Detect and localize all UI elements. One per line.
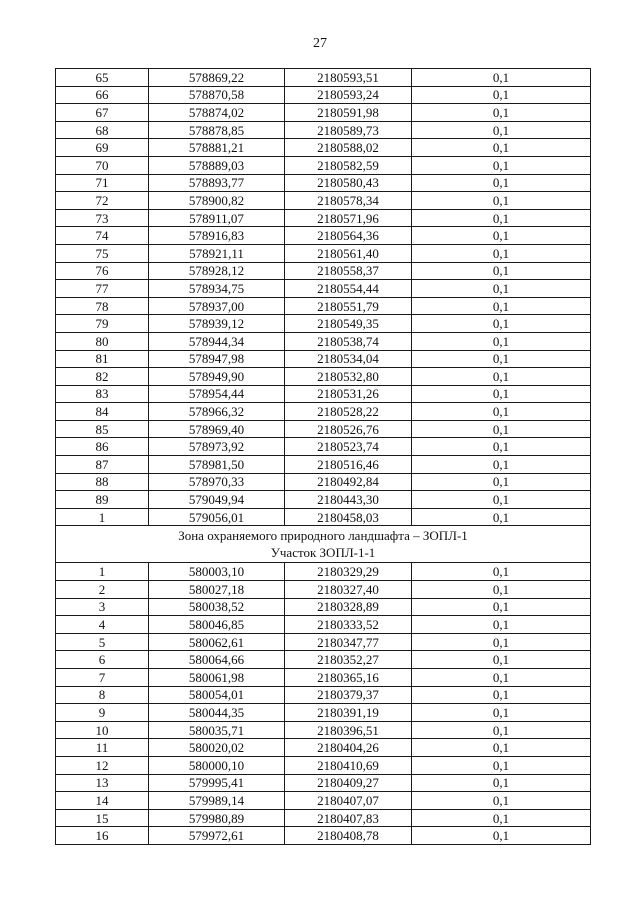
y-coordinate-cell: 2180571,96: [285, 209, 412, 227]
accuracy-cell: 0,1: [412, 491, 591, 509]
accuracy-cell: 0,1: [412, 581, 591, 599]
point-number-cell: 73: [56, 209, 149, 227]
accuracy-cell: 0,1: [412, 704, 591, 722]
table-row: [56, 669, 591, 687]
x-coordinate-cell: 578911,07: [149, 209, 285, 227]
x-coordinate-cell: 578889,03: [149, 156, 285, 174]
y-coordinate-cell: 2180582,59: [285, 156, 412, 174]
x-coordinate-cell: 578900,82: [149, 192, 285, 210]
accuracy-cell: 0,1: [412, 156, 591, 174]
table-row: [56, 86, 591, 104]
y-coordinate-cell: 2180347,77: [285, 633, 412, 651]
accuracy-cell: 0,1: [412, 209, 591, 227]
x-coordinate-cell: 578928,12: [149, 262, 285, 280]
page-number: 27: [313, 36, 327, 51]
table-row: [56, 704, 591, 722]
y-coordinate-cell: 2180526,76: [285, 420, 412, 438]
table-row: [56, 297, 591, 315]
point-number-cell: 72: [56, 192, 149, 210]
point-number-cell: 65: [56, 69, 149, 87]
table-row: [56, 651, 591, 669]
y-coordinate-cell: 2180391,19: [285, 704, 412, 722]
point-number-cell: 16: [56, 827, 149, 845]
y-coordinate-cell: 2180523,74: [285, 438, 412, 456]
table-row: [56, 456, 591, 474]
point-number-cell: 76: [56, 262, 149, 280]
table-row: [56, 616, 591, 634]
accuracy-cell: 0,1: [412, 403, 591, 421]
table-row: [56, 192, 591, 210]
point-number-cell: 13: [56, 774, 149, 792]
x-coordinate-cell: 580046,85: [149, 616, 285, 634]
point-number-cell: 86: [56, 438, 149, 456]
accuracy-cell: 0,1: [412, 350, 591, 368]
table-row: [56, 739, 591, 757]
x-coordinate-cell: 580054,01: [149, 686, 285, 704]
table-row: [56, 350, 591, 368]
table-row: [56, 332, 591, 350]
x-coordinate-cell: 578966,32: [149, 403, 285, 421]
table-row: [56, 209, 591, 227]
x-coordinate-cell: 578881,21: [149, 139, 285, 157]
y-coordinate-cell: 2180407,07: [285, 792, 412, 810]
x-coordinate-cell: 580038,52: [149, 598, 285, 616]
x-coordinate-cell: 578970,33: [149, 473, 285, 491]
x-coordinate-cell: 578893,77: [149, 174, 285, 192]
x-coordinate-cell: 579049,94: [149, 491, 285, 509]
accuracy-cell: 0,1: [412, 739, 591, 757]
point-number-cell: 83: [56, 385, 149, 403]
point-number-cell: 79: [56, 315, 149, 333]
table-row: [56, 121, 591, 139]
point-number-cell: 80: [56, 332, 149, 350]
x-coordinate-cell: 578949,90: [149, 368, 285, 386]
section-subtitle: Участок ЗОПЛ-1-1: [270, 545, 376, 561]
accuracy-cell: 0,1: [412, 104, 591, 122]
point-number-cell: 78: [56, 297, 149, 315]
table-row: [56, 438, 591, 456]
point-number-cell: 81: [56, 350, 149, 368]
x-coordinate-cell: 579056,01: [149, 508, 285, 526]
accuracy-cell: 0,1: [412, 227, 591, 245]
table-row: [56, 315, 591, 333]
x-coordinate-cell: 580061,98: [149, 669, 285, 687]
accuracy-cell: 0,1: [412, 280, 591, 298]
y-coordinate-cell: 2180409,27: [285, 774, 412, 792]
x-coordinate-cell: 580027,18: [149, 581, 285, 599]
y-coordinate-cell: 2180379,37: [285, 686, 412, 704]
y-coordinate-cell: 2180558,37: [285, 262, 412, 280]
x-coordinate-cell: 580003,10: [149, 563, 285, 581]
y-coordinate-cell: 2180591,98: [285, 104, 412, 122]
accuracy-cell: 0,1: [412, 174, 591, 192]
accuracy-cell: 0,1: [412, 473, 591, 491]
point-number-cell: 15: [56, 809, 149, 827]
y-coordinate-cell: 2180516,46: [285, 456, 412, 474]
table-row: [56, 403, 591, 421]
table-row: [56, 156, 591, 174]
x-coordinate-cell: 578937,00: [149, 297, 285, 315]
y-coordinate-cell: 2180593,51: [285, 69, 412, 87]
table-row: [56, 721, 591, 739]
accuracy-cell: 0,1: [412, 792, 591, 810]
section-title: Зона охраняемого природного ландшафта – ЗОПЛ-1: [178, 528, 468, 544]
point-number-cell: 3: [56, 598, 149, 616]
x-coordinate-cell: 579989,14: [149, 792, 285, 810]
y-coordinate-cell: 2180396,51: [285, 721, 412, 739]
accuracy-cell: 0,1: [412, 69, 591, 87]
x-coordinate-cell: 578947,98: [149, 350, 285, 368]
point-number-cell: 2: [56, 581, 149, 599]
accuracy-cell: 0,1: [412, 598, 591, 616]
y-coordinate-cell: 2180458,03: [285, 508, 412, 526]
table-row: [56, 244, 591, 262]
table-row: [56, 581, 591, 599]
accuracy-cell: 0,1: [412, 315, 591, 333]
x-coordinate-cell: 578921,11: [149, 244, 285, 262]
coordinates-table: [55, 68, 591, 845]
point-number-cell: 11: [56, 739, 149, 757]
y-coordinate-cell: 2180407,83: [285, 809, 412, 827]
x-coordinate-cell: 578916,83: [149, 227, 285, 245]
accuracy-cell: 0,1: [412, 651, 591, 669]
table-row: [56, 792, 591, 810]
accuracy-cell: 0,1: [412, 669, 591, 687]
point-number-cell: 66: [56, 86, 149, 104]
section-cell: [56, 526, 591, 563]
accuracy-cell: 0,1: [412, 121, 591, 139]
x-coordinate-cell: 580044,35: [149, 704, 285, 722]
table-row: [56, 774, 591, 792]
table-row: [56, 756, 591, 774]
point-number-cell: 82: [56, 368, 149, 386]
table-row: [56, 686, 591, 704]
x-coordinate-cell: 580035,71: [149, 721, 285, 739]
point-number-cell: 87: [56, 456, 149, 474]
point-number-cell: 8: [56, 686, 149, 704]
point-number-cell: 7: [56, 669, 149, 687]
x-coordinate-cell: 578944,34: [149, 332, 285, 350]
point-number-cell: 14: [56, 792, 149, 810]
y-coordinate-cell: 2180538,74: [285, 332, 412, 350]
accuracy-cell: 0,1: [412, 756, 591, 774]
y-coordinate-cell: 2180578,34: [285, 192, 412, 210]
accuracy-cell: 0,1: [412, 508, 591, 526]
accuracy-cell: 0,1: [412, 420, 591, 438]
x-coordinate-cell: 578973,92: [149, 438, 285, 456]
table-row: [56, 491, 591, 509]
point-number-cell: 69: [56, 139, 149, 157]
accuracy-cell: 0,1: [412, 616, 591, 634]
point-number-cell: 5: [56, 633, 149, 651]
accuracy-cell: 0,1: [412, 721, 591, 739]
accuracy-cell: 0,1: [412, 774, 591, 792]
point-number-cell: 68: [56, 121, 149, 139]
y-coordinate-cell: 2180365,16: [285, 669, 412, 687]
y-coordinate-cell: 2180580,43: [285, 174, 412, 192]
x-coordinate-cell: 580062,61: [149, 633, 285, 651]
point-number-cell: 89: [56, 491, 149, 509]
x-coordinate-cell: 579995,41: [149, 774, 285, 792]
y-coordinate-cell: 2180532,80: [285, 368, 412, 386]
point-number-cell: 67: [56, 104, 149, 122]
x-coordinate-cell: 578934,75: [149, 280, 285, 298]
point-number-cell: 12: [56, 756, 149, 774]
y-coordinate-cell: 2180534,04: [285, 350, 412, 368]
table-row: [56, 174, 591, 192]
y-coordinate-cell: 2180593,24: [285, 86, 412, 104]
accuracy-cell: 0,1: [412, 332, 591, 350]
accuracy-cell: 0,1: [412, 385, 591, 403]
point-number-cell: 85: [56, 420, 149, 438]
x-coordinate-cell: 578969,40: [149, 420, 285, 438]
x-coordinate-cell: 578869,22: [149, 69, 285, 87]
table-row: [56, 598, 591, 616]
x-coordinate-cell: 578939,12: [149, 315, 285, 333]
point-number-cell: 9: [56, 704, 149, 722]
table-row: [56, 420, 591, 438]
accuracy-cell: 0,1: [412, 456, 591, 474]
point-number-cell: 84: [56, 403, 149, 421]
point-number-cell: 1: [56, 563, 149, 581]
y-coordinate-cell: 2180492,84: [285, 473, 412, 491]
y-coordinate-cell: 2180333,52: [285, 616, 412, 634]
table-row: [56, 563, 591, 581]
accuracy-cell: 0,1: [412, 86, 591, 104]
accuracy-cell: 0,1: [412, 686, 591, 704]
y-coordinate-cell: 2180564,36: [285, 227, 412, 245]
y-coordinate-cell: 2180410,69: [285, 756, 412, 774]
accuracy-cell: 0,1: [412, 244, 591, 262]
y-coordinate-cell: 2180352,27: [285, 651, 412, 669]
section-header-row: [56, 526, 591, 563]
point-number-cell: 71: [56, 174, 149, 192]
accuracy-cell: 0,1: [412, 438, 591, 456]
point-number-cell: 6: [56, 651, 149, 669]
y-coordinate-cell: 2180589,73: [285, 121, 412, 139]
coordinates-group-a: [56, 69, 591, 526]
table-row: [56, 809, 591, 827]
x-coordinate-cell: 579972,61: [149, 827, 285, 845]
table-row: [56, 280, 591, 298]
table-row: [56, 227, 591, 245]
accuracy-cell: 0,1: [412, 809, 591, 827]
accuracy-cell: 0,1: [412, 827, 591, 845]
point-number-cell: 77: [56, 280, 149, 298]
point-number-cell: 70: [56, 156, 149, 174]
accuracy-cell: 0,1: [412, 368, 591, 386]
point-number-cell: 88: [56, 473, 149, 491]
table-row: [56, 508, 591, 526]
accuracy-cell: 0,1: [412, 139, 591, 157]
table-row: [56, 473, 591, 491]
point-number-cell: 74: [56, 227, 149, 245]
coordinates-group-b: [56, 563, 591, 845]
table-row: [56, 385, 591, 403]
accuracy-cell: 0,1: [412, 297, 591, 315]
accuracy-cell: 0,1: [412, 563, 591, 581]
y-coordinate-cell: 2180531,26: [285, 385, 412, 403]
table-row: [56, 262, 591, 280]
table-row: [56, 69, 591, 87]
x-coordinate-cell: 578954,44: [149, 385, 285, 403]
x-coordinate-cell: 578870,58: [149, 86, 285, 104]
y-coordinate-cell: 2180327,40: [285, 581, 412, 599]
point-number-cell: 75: [56, 244, 149, 262]
x-coordinate-cell: 580020,02: [149, 739, 285, 757]
table-row: [56, 104, 591, 122]
x-coordinate-cell: 578981,50: [149, 456, 285, 474]
y-coordinate-cell: 2180404,26: [285, 739, 412, 757]
y-coordinate-cell: 2180329,29: [285, 563, 412, 581]
accuracy-cell: 0,1: [412, 262, 591, 280]
x-coordinate-cell: 578874,02: [149, 104, 285, 122]
y-coordinate-cell: 2180549,35: [285, 315, 412, 333]
x-coordinate-cell: 579980,89: [149, 809, 285, 827]
accuracy-cell: 0,1: [412, 633, 591, 651]
accuracy-cell: 0,1: [412, 192, 591, 210]
y-coordinate-cell: 2180528,22: [285, 403, 412, 421]
y-coordinate-cell: 2180551,79: [285, 297, 412, 315]
table-row: [56, 139, 591, 157]
table-row: [56, 827, 591, 845]
x-coordinate-cell: 580000,10: [149, 756, 285, 774]
y-coordinate-cell: 2180561,40: [285, 244, 412, 262]
y-coordinate-cell: 2180443,30: [285, 491, 412, 509]
table-row: [56, 368, 591, 386]
x-coordinate-cell: 580064,66: [149, 651, 285, 669]
y-coordinate-cell: 2180328,89: [285, 598, 412, 616]
table-row: [56, 633, 591, 651]
point-number-cell: 10: [56, 721, 149, 739]
y-coordinate-cell: 2180588,02: [285, 139, 412, 157]
point-number-cell: 4: [56, 616, 149, 634]
y-coordinate-cell: 2180408,78: [285, 827, 412, 845]
x-coordinate-cell: 578878,85: [149, 121, 285, 139]
section-header: [56, 526, 591, 563]
y-coordinate-cell: 2180554,44: [285, 280, 412, 298]
point-number-cell: 1: [56, 508, 149, 526]
